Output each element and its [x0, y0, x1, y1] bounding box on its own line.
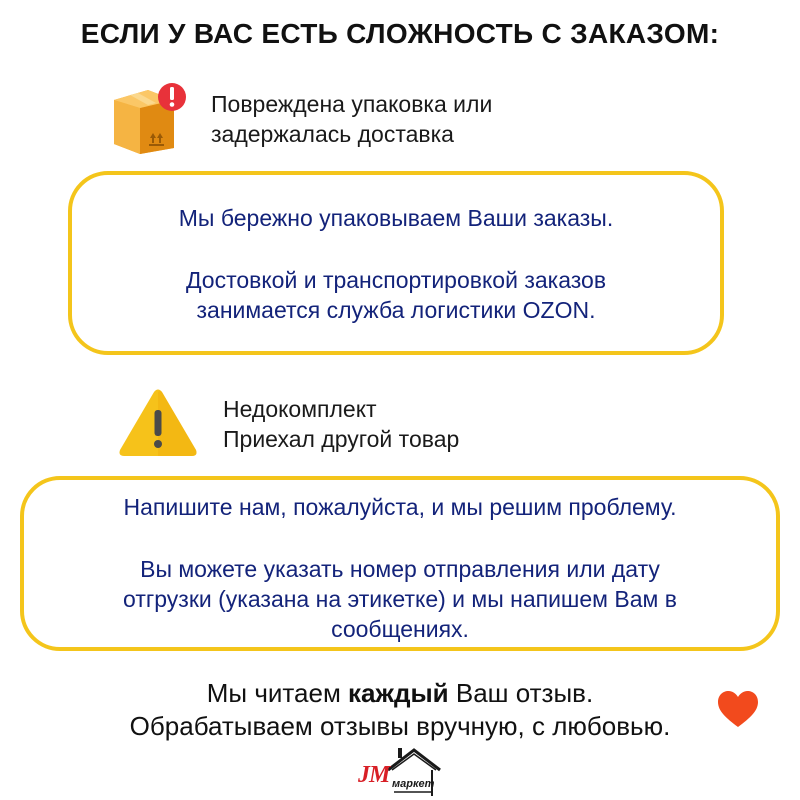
warning-icon [118, 388, 198, 458]
card-text: Напишите нам, пожалуйста, и мы решим проблему. [123, 494, 677, 520]
card-text: отгрузки (указана на этикетке) и мы напишем Вам в [123, 586, 677, 612]
info-card-contact [20, 476, 780, 651]
closing-line-1 [0, 677, 800, 710]
damaged-box-icon [110, 82, 190, 156]
card-text: Вы можете указать номер отправления или дату [140, 556, 660, 582]
issue-text-line: Повреждена упаковка или [211, 91, 493, 117]
card-text: Достовкой и транспортировкой заказов [185, 267, 607, 293]
closing-message [0, 677, 800, 743]
logo-mark: JM [358, 762, 390, 788]
closing-emphasis: каждый [348, 678, 449, 708]
brand-logo [358, 746, 442, 798]
card-text: Мы бережно упаковываем Ваши заказы. [178, 205, 614, 231]
issue-text-line: задержалась доставка [211, 121, 454, 147]
info-card-packaging [68, 171, 724, 355]
page-title: ЕСЛИ У ВАС ЕСТЬ СЛОЖНОСТЬ С ЗАКАЗОМ: [80, 18, 720, 49]
issue-incomplete-order [223, 394, 459, 454]
closing-text: Ваш отзыв. [448, 678, 594, 708]
issue-damaged-packaging [211, 89, 492, 149]
heart-icon [716, 689, 760, 729]
card-text: занимается служба логистики OZON. [196, 297, 596, 323]
issue-text-line: Недокомплект [223, 396, 377, 422]
card-text: сообщениях. [331, 616, 469, 642]
closing-text: Мы читаем [206, 678, 349, 708]
closing-line-2: Обрабатываем отзывы вручную, с любовью. [129, 711, 671, 741]
issue-text-line: Приехал другой товар [223, 426, 460, 452]
logo-subtext: маркет [392, 778, 435, 790]
